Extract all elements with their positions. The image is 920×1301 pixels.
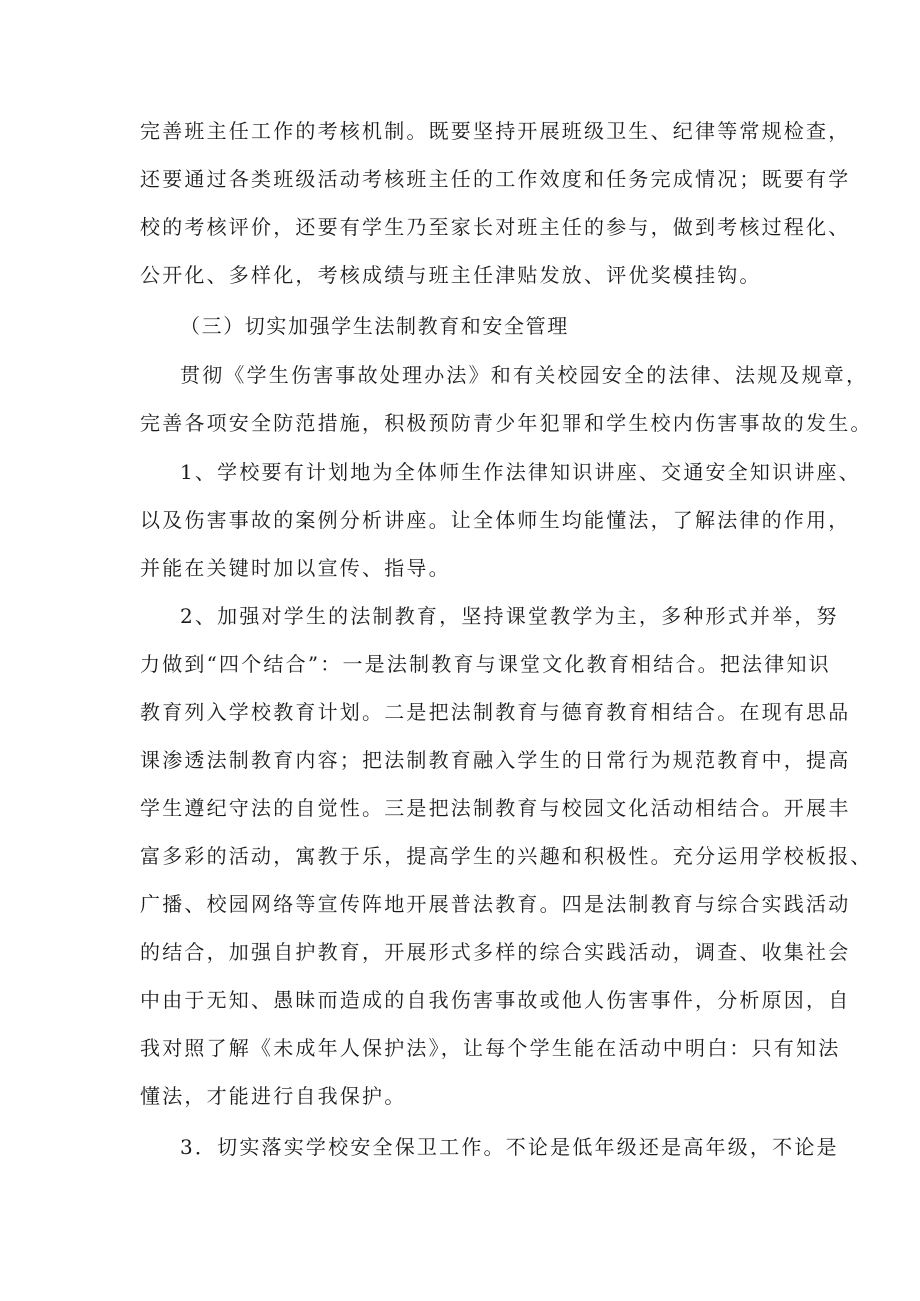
text-line: 3．切实落实学校安全保卫工作。不论是低年级还是高年级，不论是 xyxy=(180,1135,839,1159)
text-line: 完善各项安全防范措施，积极预防青少年犯罪和学生校内伤害事故的发生。 xyxy=(140,411,873,435)
section-heading: （三）切实加强学生法制教育和安全管理 xyxy=(180,314,569,338)
text-line: 学生遵纪守法的自觉性。三是把法制教育与校园文化活动相结合。开展丰 xyxy=(140,796,851,820)
text-line: 贯彻《学生伤害事故处理办法》和有关校园安全的法律、法规及规章， xyxy=(180,363,869,387)
text-line: 校的考核评价，还要有学生乃至家长对班主任的参与，做到考核过程化、 xyxy=(140,215,851,239)
text-line: 课渗透法制教育内容；把法制教育融入学生的日常行为规范教育中，提高 xyxy=(140,748,851,772)
text-line: 中由于无知、愚昧而造成的自我伤害事故或他人伤害事件，分析原因，自 xyxy=(140,988,851,1012)
text-line: 力做到“四个结合”：一是法制教育与课堂文化教育相结合。把法律知识 xyxy=(140,652,831,676)
text-line: 并能在关键时加以宣传、指导。 xyxy=(140,556,451,580)
text-line: 1、学校要有计划地为全体师生作法律知识讲座、交通安全知识讲座、 xyxy=(180,460,861,484)
text-line: 富多彩的活动，寓教于乐，提高学生的兴趣和积极性。充分运用学校板报、 xyxy=(140,844,873,868)
text-line: 我对照了解《未成年人保护法》，让每个学生能在活动中明白：只有知法 xyxy=(140,1036,841,1060)
text-line: 以及伤害事故的案例分析讲座。让全体师生均能懂法，了解法律的作用， xyxy=(140,508,851,532)
text-line: 还要通过各类班级活动考核班主任的工作效度和任务完成情况；既要有学 xyxy=(140,167,851,191)
text-line: 完善班主任工作的考核机制。既要坚持开展班级卫生、纪律等常规检查， xyxy=(140,119,851,143)
text-line: 广播、校园网络等宣传阵地开展普法教育。四是法制教育与综合实践活动 xyxy=(140,892,851,916)
text-line: 懂法，才能进行自我保护。 xyxy=(140,1084,407,1108)
text-line: 2、加强对学生的法制教育，坚持课堂教学为主，多种形式并举，努 xyxy=(180,604,839,628)
text-line: 的结合，加强自护教育，开展形式多样的综合实践活动，调查、收集社会 xyxy=(140,940,851,964)
text-line: 公开化、多样化，考核成绩与班主任津贴发放、评优奖模挂钩。 xyxy=(140,263,762,287)
text-line: 教育列入学校教育计划。二是把法制教育与德育教育相结合。在现有思品 xyxy=(140,700,851,724)
